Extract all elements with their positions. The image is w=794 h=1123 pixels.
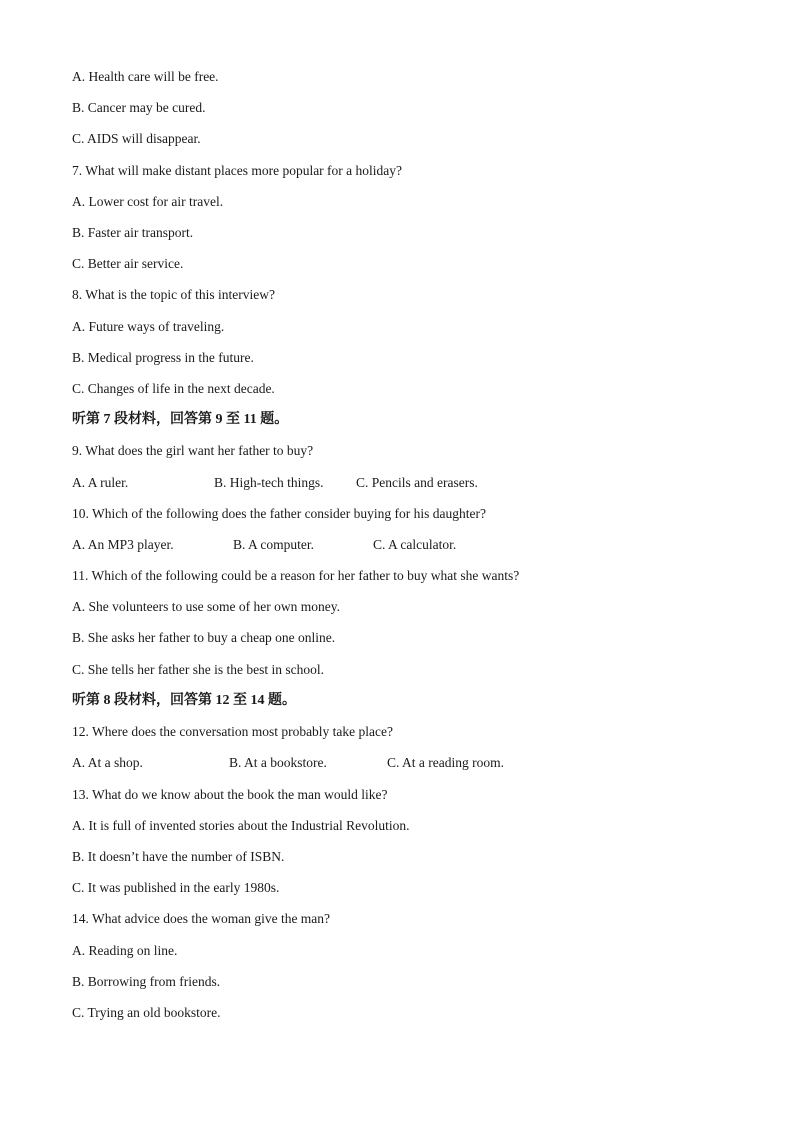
q7-option-a: A. Lower cost for air travel. bbox=[72, 194, 224, 209]
q14-question: 14. What advice does the woman give the man? bbox=[72, 911, 331, 926]
q8-option-c: C. Changes of life in the next decade. bbox=[72, 381, 275, 396]
q7-question: 7. What will make distant places more popular for a holiday? bbox=[72, 163, 403, 178]
q14-option-c: C. Trying an old bookstore. bbox=[72, 1005, 221, 1020]
q9-option-a: A. A ruler. bbox=[72, 475, 129, 490]
q12-options-row bbox=[72, 753, 592, 773]
section-7-heading: 听第 7 段材料，回答第 9 至 11 题。 bbox=[72, 412, 289, 427]
q6-option-b: B. Cancer may be cured. bbox=[72, 100, 206, 115]
q12-question: 12. Where does the conversation most probably take place? bbox=[72, 724, 394, 739]
q9-option-c: C. Pencils and erasers. bbox=[356, 475, 478, 490]
q10-option-c: C. A calculator. bbox=[373, 537, 457, 552]
q11-option-a: A. She volunteers to use some of her own money. bbox=[72, 599, 340, 614]
q11-option-c: C. She tells her father she is the best in school. bbox=[72, 662, 324, 677]
q13-option-a: A. It is full of invented stories about the Industrial Revolution. bbox=[72, 818, 410, 833]
q11-option-b: B. She asks her father to buy a cheap one online. bbox=[72, 630, 336, 645]
q12-option-c: C. At a reading room. bbox=[387, 755, 504, 770]
q8-option-a: A. Future ways of traveling. bbox=[72, 319, 225, 334]
section-8-heading: 听第 8 段材料，回答第 12 至 14 题。 bbox=[72, 693, 296, 708]
q12-option-b: B. At a bookstore. bbox=[229, 755, 327, 770]
q10-options-row bbox=[72, 535, 592, 555]
q10-question: 10. Which of the following does the father consider buying for his daughter? bbox=[72, 506, 487, 521]
q9-options-row bbox=[72, 473, 592, 493]
q11-question: 11. Which of the following could be a reason for her father to buy what she wants? bbox=[72, 568, 520, 583]
q13-option-b: B. It doesn’t have the number of ISBN. bbox=[72, 849, 285, 864]
q6-option-c: C. AIDS will disappear. bbox=[72, 131, 201, 146]
q7-option-c: C. Better air service. bbox=[72, 256, 184, 271]
q10-option-a: A. An MP3 player. bbox=[72, 537, 174, 552]
q9-option-b: B. High-tech things. bbox=[214, 475, 324, 490]
q10-option-b: B. A computer. bbox=[233, 537, 314, 552]
q8-question: 8. What is the topic of this interview? bbox=[72, 287, 275, 302]
q6-option-a: A. Health care will be free. bbox=[72, 69, 219, 84]
q13-option-c: C. It was published in the early 1980s. bbox=[72, 880, 280, 895]
q13-question: 13. What do we know about the book the man would like? bbox=[72, 787, 388, 802]
q14-option-b: B. Borrowing from friends. bbox=[72, 974, 221, 989]
q9-question: 9. What does the girl want her father to buy? bbox=[72, 443, 314, 458]
q14-option-a: A. Reading on line. bbox=[72, 943, 178, 958]
q12-option-a: A. At a shop. bbox=[72, 755, 143, 770]
q7-option-b: B. Faster air transport. bbox=[72, 225, 194, 240]
q8-option-b: B. Medical progress in the future. bbox=[72, 350, 254, 365]
